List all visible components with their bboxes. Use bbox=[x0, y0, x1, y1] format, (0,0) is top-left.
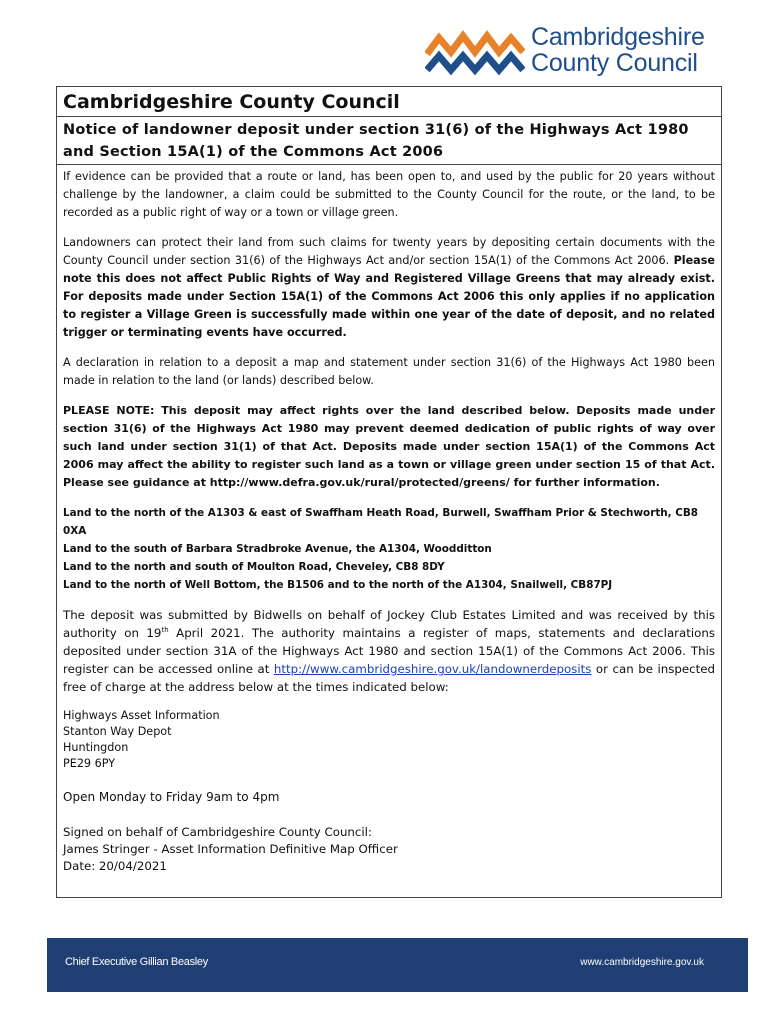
land-list bbox=[63, 504, 715, 594]
signed-line: Signed on behalf of Cambridgeshire County Council: bbox=[63, 825, 372, 839]
paragraph-landowners bbox=[63, 234, 715, 342]
page-title: Cambridgeshire County Council bbox=[63, 91, 400, 113]
land-item: Land to the south of Barbara Stradbroke Avenue, the A1304, Woodditton bbox=[63, 543, 492, 555]
deposit-text-a: The deposit was submitted by Bidwells on behalf of Jockey Club Estates Limited and was received by this authority on 19 bbox=[63, 608, 715, 640]
logo-mark-icon bbox=[425, 30, 525, 78]
logo-line-2: County Council bbox=[531, 49, 698, 77]
paragraph-landowners-bold: Please note this does not affect Public Rights of Way and Registered Village Greens that may already exist. For deposits made under Section 15A(1) of the Commons Act 2006 this only applies if no application to register a Village Green is successfully made within one year of the date of deposit, and no related trigger or terminating events have occurred. bbox=[63, 254, 715, 339]
notice-frame bbox=[56, 86, 722, 898]
address-line: Highways Asset Information bbox=[63, 709, 220, 722]
land-item: Land to the north and south of Moulton Road, Cheveley, CB8 8DY bbox=[63, 561, 445, 573]
notice-body bbox=[57, 165, 721, 875]
paragraph-declaration: A declaration in relation to a deposit a map and statement under section 31(6) of the Highways Act 1980 been made in relation to the land (or lands) described below. bbox=[63, 356, 715, 387]
land-item: Land to the north of the A1303 & east of Swaffham Heath Road, Burwell, Swaffham Prior & Stechworth, CB8 0XA bbox=[63, 507, 699, 537]
address-line: Huntingdon bbox=[63, 741, 129, 754]
footer-bar bbox=[47, 938, 748, 992]
address-block bbox=[63, 708, 715, 772]
subtitle-row bbox=[57, 117, 721, 165]
deposit-text-b: April 2021. The authority maintains a register of maps, statements and declarations deposited under section 31A of the Highways Act 1980 and section 15A(1) of the Commons Act 2006. This register can be accessed online at bbox=[63, 626, 715, 676]
signature-block bbox=[63, 824, 715, 875]
paragraph-landowners-text: Landowners can protect their land from such claims for twenty years by depositing certain documents with the County Council under section 31(6) of the Highways Act and/or section 15A(1) of the Commons Act 2006. bbox=[63, 236, 715, 267]
opening-hours: Open Monday to Friday 9am to 4pm bbox=[63, 790, 280, 804]
ordinal-suffix: th bbox=[161, 626, 169, 635]
notice-subtitle: Notice of landowner deposit under section 31(6) of the Highways Act 1980 and Section 15A(1) of the Commons Act 2006 bbox=[63, 122, 689, 160]
logo-wordmark bbox=[531, 24, 705, 76]
paragraph-deposit bbox=[63, 606, 715, 696]
register-link[interactable]: http://www.cambridgeshire.gov.uk/landownerdeposits bbox=[273, 662, 592, 676]
signed-date: Date: 20/04/2021 bbox=[63, 859, 167, 873]
logo-line-1: Cambridgeshire bbox=[531, 23, 705, 51]
signed-officer: James Stringer - Asset Information Definitive Map Officer bbox=[63, 842, 398, 856]
council-logo bbox=[425, 24, 715, 84]
address-line: PE29 6PY bbox=[63, 757, 116, 770]
paragraph-evidence: If evidence can be provided that a route or land, has been open to, and used by the public for 20 years without challenge by the landowner, a claim could be submitted to the County Council for the route, or the land, to be recorded as a public right of way or a town or village green. bbox=[63, 170, 715, 219]
deposit-text-c: or can be inspected free of charge at the address below at the times indicated below: bbox=[63, 662, 715, 694]
address-line: Stanton Way Depot bbox=[63, 725, 172, 738]
footer-chief-executive: Chief Executive Gillian Beasley bbox=[65, 956, 208, 968]
please-note: PLEASE NOTE: This deposit may affect rights over the land described below. Deposits made under section 31(6) of the Highways Act 1980 may prevent deemed dedication of public rights of way over such land under section 31(1) of that Act. Deposits made under section 15A(1) of the Commons Act 2006 may affect the ability to register such land as a town or village green under section 15 of that Act. Please see guidance at http://www.defra.gov.uk/rural/protected/greens/ for further information. bbox=[63, 404, 715, 489]
title-row bbox=[57, 87, 721, 117]
footer-website: www.cambridgeshire.gov.uk bbox=[580, 957, 704, 968]
land-item: Land to the north of Well Bottom, the B1506 and to the north of the A1304, Snailwell, CB87PJ bbox=[63, 579, 613, 591]
